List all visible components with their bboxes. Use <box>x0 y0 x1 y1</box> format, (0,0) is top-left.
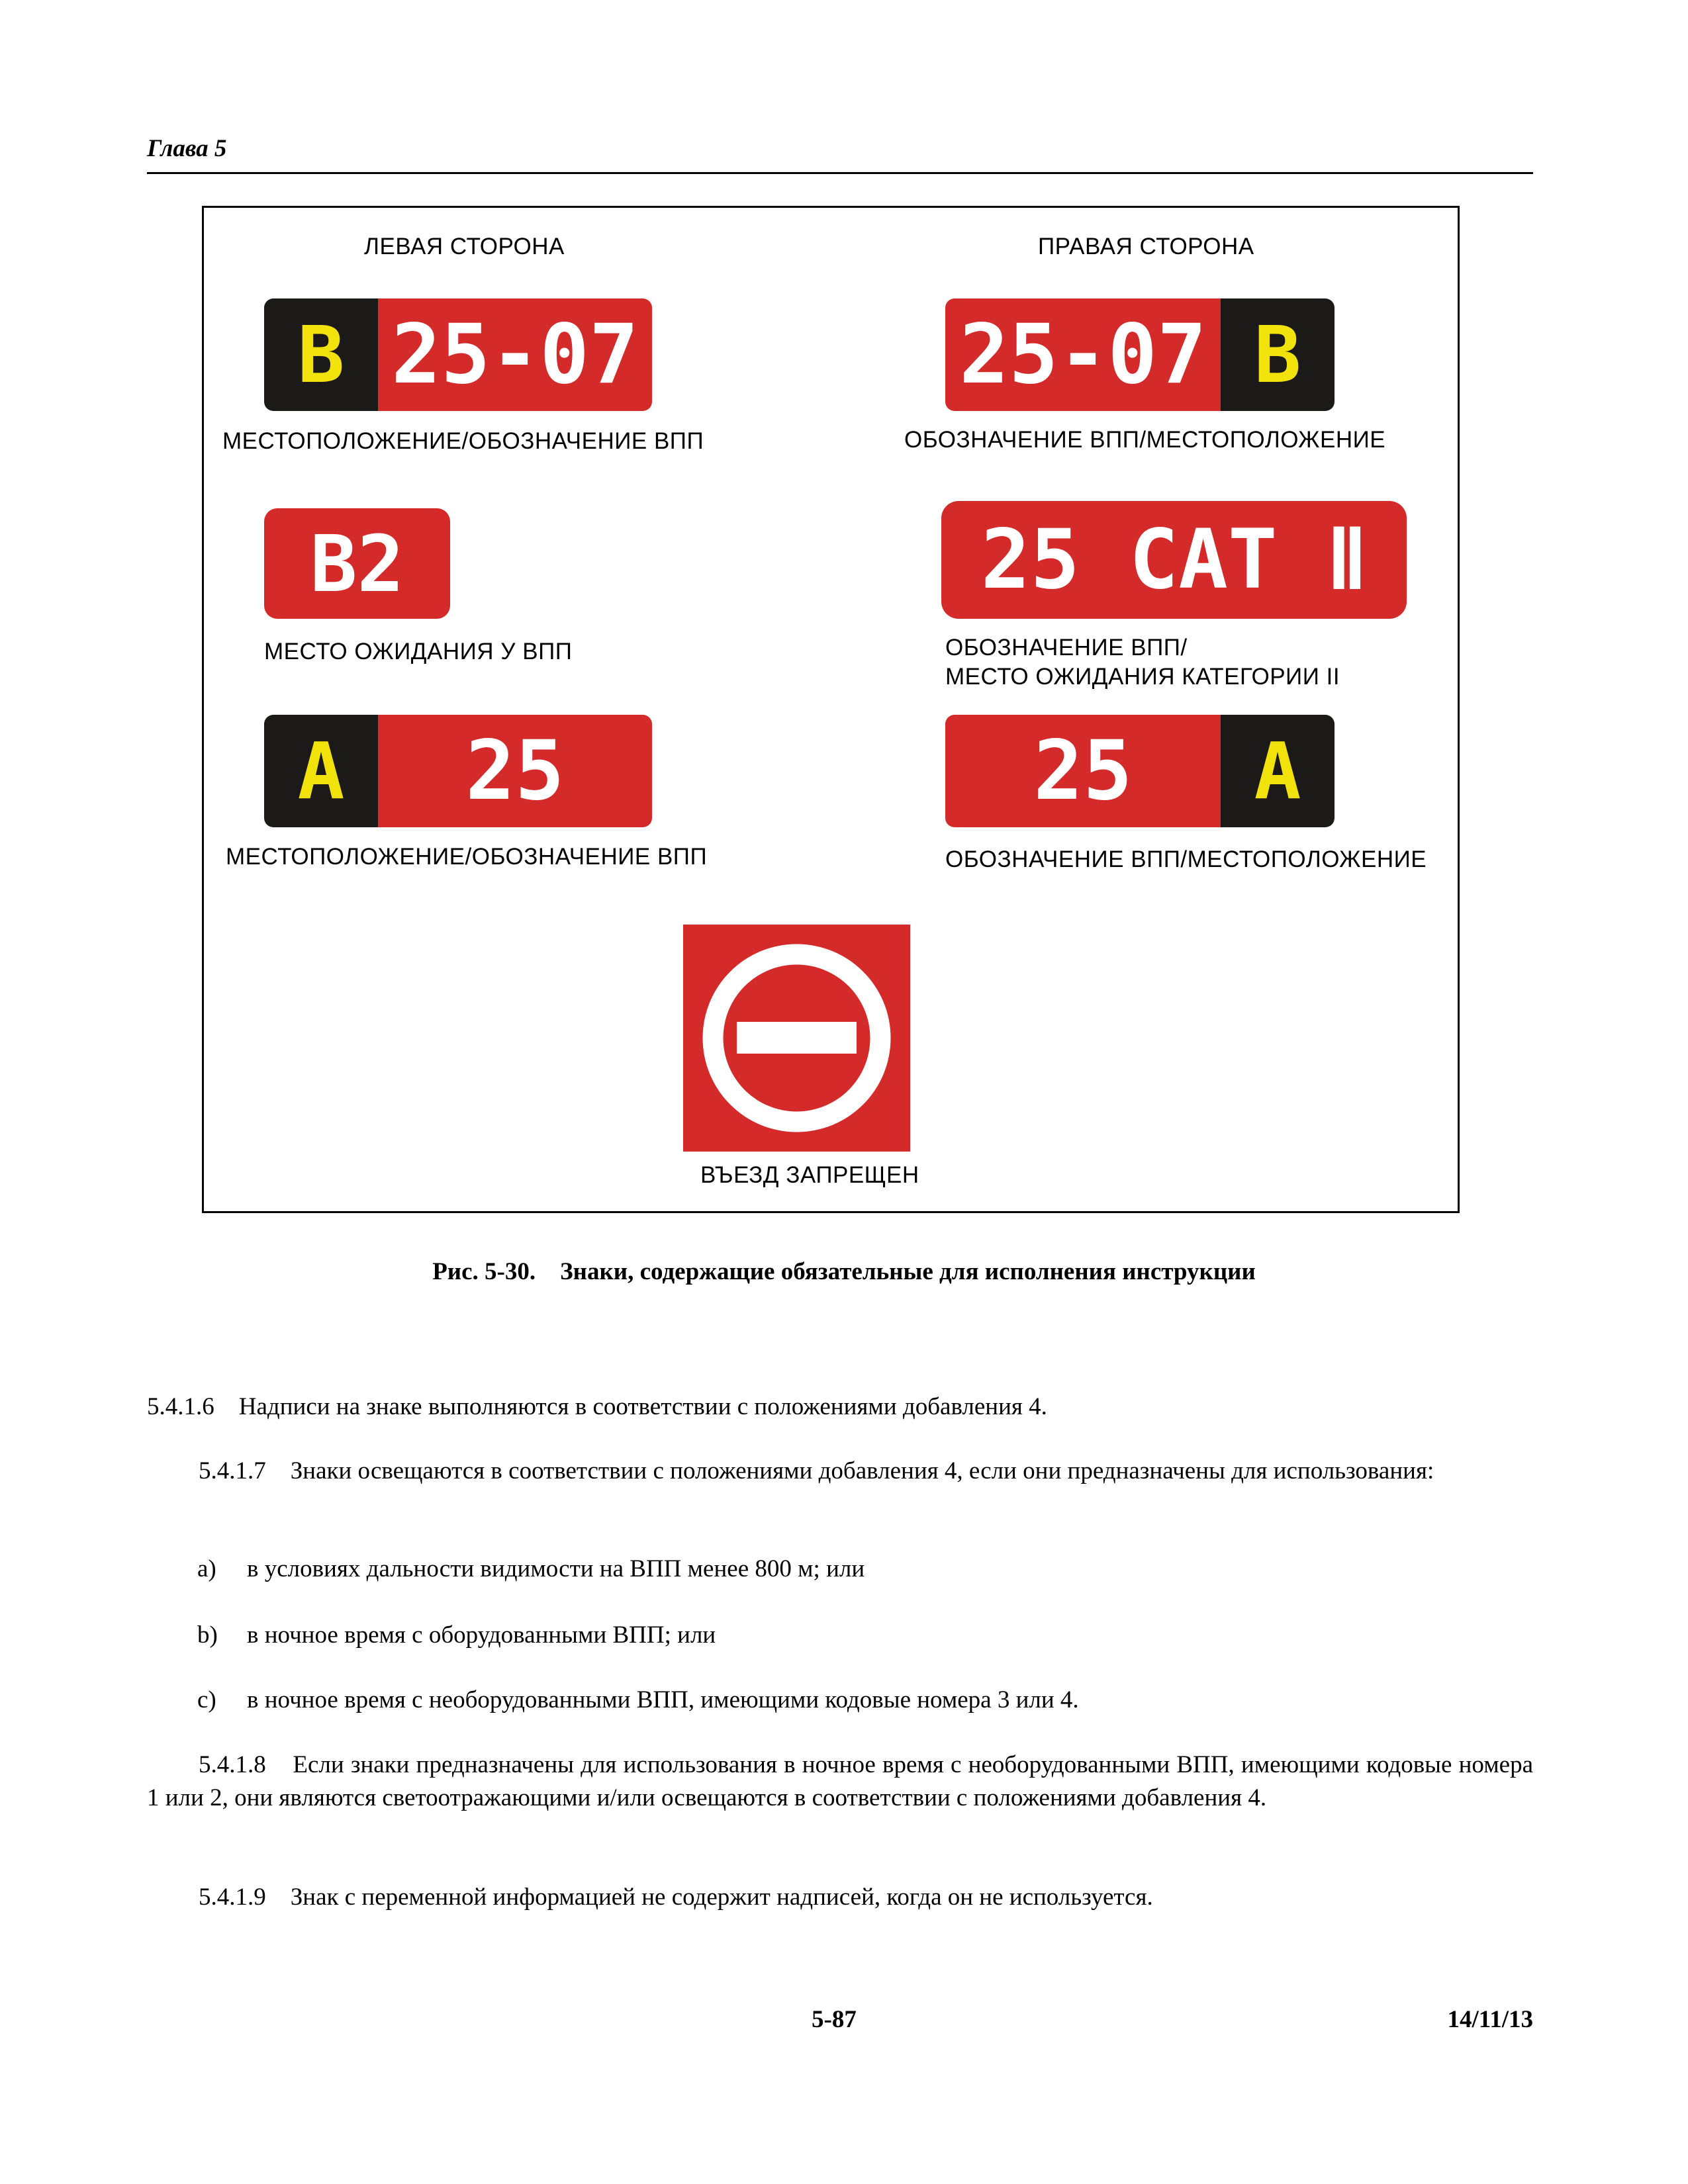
sign-text-cell: B2 <box>264 508 450 619</box>
paragraph-5-4-1-8: 5.4.1.8 Если знаки предназначены для использования в ночное время с необорудованными ВПП, имеющими кодовые номера 1 или 2, они являются светоотражающими и/или освещаются в соответствии с положениями добавления 4. <box>147 1751 1540 1811</box>
left-side-heading: ЛЕВАЯ СТОРОНА <box>364 234 565 259</box>
sign-location-cell: A <box>1221 715 1335 827</box>
header-rule <box>147 172 1533 174</box>
list-item-c: в ночное время с необорудованными ВПП, имеющими кодовые номера 3 или 4. <box>247 1686 1079 1713</box>
sign-cat-ii-holding <box>941 501 1407 619</box>
revision-date: 14/11/13 <box>1447 2006 1533 2033</box>
sign-label: МЕСТО ОЖИДАНИЯ У ВПП <box>264 639 573 664</box>
no-entry-label: ВЪЕЗД ЗАПРЕЩЕН <box>700 1162 919 1188</box>
sign-text-cell: 25 CAT Ⅱ <box>941 501 1407 619</box>
sign-location-designation-b-25-07 <box>264 298 652 411</box>
sign-label: МЕСТОПОЛОЖЕНИЕ/ОБОЗНАЧЕНИЕ ВПП <box>222 428 704 454</box>
list-item-b: в ночное время с оборудованными ВПП; или <box>247 1621 716 1649</box>
sign-designation-cell: 25 <box>945 715 1221 827</box>
sign-label-line-1: ОБОЗНАЧЕНИЕ ВПП/ <box>945 635 1188 660</box>
right-side-heading: ПРАВАЯ СТОРОНА <box>1038 234 1254 259</box>
sign-label: ОБОЗНАЧЕНИЕ ВПП/МЕСТОПОЛОЖЕНИЕ <box>945 846 1427 872</box>
sign-label: ОБОЗНАЧЕНИЕ ВПП/МЕСТОПОЛОЖЕНИЕ <box>904 427 1386 453</box>
paragraph-5-4-1-7: 5.4.1.7 Знаки освещаются в соответствии с положениями добавления 4, если они предназначены для использования: <box>199 1457 1434 1484</box>
sign-designation-cell: 25 <box>378 715 652 827</box>
paragraph-5-4-1-6: 5.4.1.6 Надписи на знаке выполняются в соответствии с положениями добавления 4. <box>147 1393 1047 1420</box>
sign-location-cell: B <box>264 298 378 411</box>
page-number: 5-87 <box>812 2006 857 2033</box>
sign-location-cell: B <box>1221 298 1335 411</box>
sign-designation-location-25-07-b <box>945 298 1335 411</box>
sign-location-cell: A <box>264 715 378 827</box>
sign-location-designation-a-25 <box>264 715 652 827</box>
list-marker-a: a) <box>197 1555 216 1582</box>
sign-label: МЕСТОПОЛОЖЕНИЕ/ОБОЗНАЧЕНИЕ ВПП <box>226 844 708 870</box>
list-marker-c: c) <box>197 1686 216 1713</box>
sign-runway-holding-b2 <box>264 508 450 619</box>
figure-caption: Рис. 5-30. Знаки, содержащие обязательные для исполнения инструкции <box>432 1258 1256 1285</box>
sign-designation-cell: 25-07 <box>945 298 1221 411</box>
chapter-title: Глава 5 <box>147 135 227 162</box>
no-entry-sign <box>683 925 910 1152</box>
paragraph-5-4-1-9: 5.4.1.9 Знак с переменной информацией не содержит надписей, когда он не используется. <box>199 1884 1153 1911</box>
no-entry-icon <box>683 925 910 1152</box>
list-marker-b: b) <box>197 1621 218 1649</box>
sign-designation-location-25-a <box>945 715 1335 827</box>
list-item-a: в условиях дальности видимости на ВПП менее 800 м; или <box>247 1555 865 1582</box>
sign-label-line-2: МЕСТО ОЖИДАНИЯ КАТЕГОРИИ II <box>945 664 1340 690</box>
sign-designation-cell: 25-07 <box>378 298 652 411</box>
